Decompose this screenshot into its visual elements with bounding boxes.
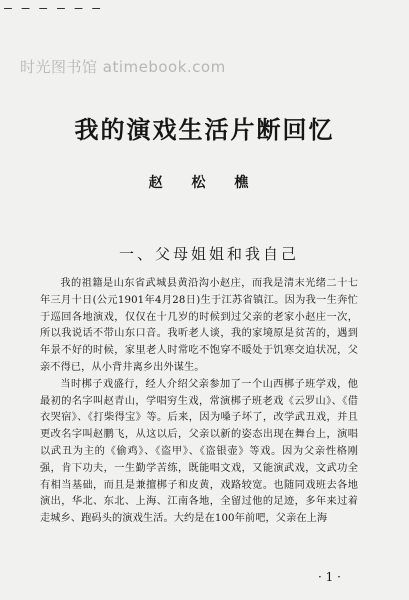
author-name: 赵 松 樵 bbox=[148, 175, 261, 191]
watermark: 时光图书馆 atimebook.com bbox=[20, 58, 226, 76]
paragraph: 当时梆子戏盛行，经人介绍父亲参加了一个山西梆子班学戏，他最初的名字叫赵青山，学唱穷生戏，常演梆子班老戏《云罗山》、《借衣哭宿》、《打柴得宝》等。后来，因为嗓子坏了，改学武丑戏，并且更改名字叫赵鹏飞，从这以后，父亲以新的姿态出现在舞台上，演唱以武丑为主的《偷鸡》、《盗甲》、《盗银壶》等戏。因为父亲性格刚强，肯下功夫，一生勤学苦练，既能唱文戏，又能演武戏，文武功全有相当基础，而且是兼擅梆子和皮黄，戏路较宽。也随同戏班去各地演出，华北、东北、上海、江南各地，全留过他的足迹，多年来过着走城乡、跑码头的演戏生活。大约是在100年前吧，父亲在上海 bbox=[40, 378, 358, 525]
page-number: · 1 · bbox=[318, 570, 341, 584]
article-title: 我的演戏生活片断回忆 bbox=[74, 115, 335, 144]
top-dash-marks: — — — — — — bbox=[4, 1, 102, 16]
paragraph: 我的祖籍是山东省武城县黄沿沟小赵庄，而我是清末光绪二十七年三月十日(公元1901年4月28日)生于江苏省镇江。因为我一生奔忙于巡回各地演戏，仅仅在十几岁的时候到过父亲的老家小赵庄一次，所以我说话不带山东口音。我听老人谈，我的家境原是贫苦的，遇到年景不好的时候，家里老人时常吃不饱穿不暖处于饥寒交迫状况，父亲不得已，从小背井离乡出外谋生。 bbox=[40, 278, 358, 373]
body-text bbox=[40, 276, 358, 528]
section-heading: 一、父母姐姐和我自己 bbox=[119, 245, 300, 263]
